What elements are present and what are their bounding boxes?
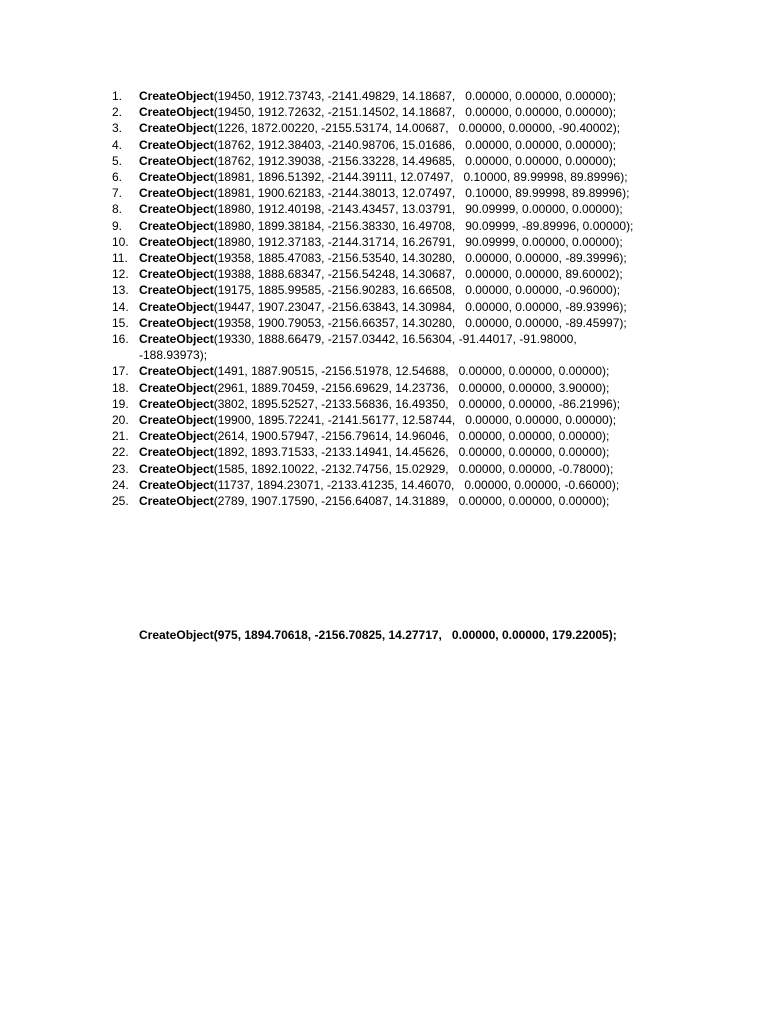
line-text [139,299,627,315]
line-args: (2614, 1900.57947, -2156.79614, 14.96046, 0.00000, 0.00000, 0.00000); [213,429,610,444]
code-line [112,234,712,250]
line-args: (19450, 1912.72632, -2151.14502, 14.18687, 0.00000, 0.00000, 0.00000); [213,105,617,120]
code-line-list [112,88,712,509]
line-text [139,153,616,169]
line-number: 11. [112,251,128,266]
line-number: 23. [112,461,129,476]
function-name: CreateObject [139,105,214,120]
line-args: (19447, 1907.23047, -2156.63843, 14.30984, 0.00000, 0.00000, -89.93996); [213,299,627,314]
code-line [112,201,712,217]
line-number: 22. [112,445,129,460]
line-text [139,234,623,250]
line-args: (1585, 1892.10022, -2132.74756, 15.02929, 0.00000, 0.00000, -0.78000); [213,461,614,476]
function-name: CreateObject [139,413,214,428]
function-name: CreateObject [139,202,214,217]
function-name: CreateObject [139,396,214,411]
function-name: CreateObject [139,364,214,379]
function-name: CreateObject [139,170,214,185]
line-number: 14. [112,299,129,314]
line-args: (3802, 1895.52527, -2133.56836, 16.49350, 0.00000, 0.00000, -86.21996); [213,396,621,411]
line-args: (18981, 1896.51392, -2144.39111, 12.07497, 0.10000, 89.99998, 89.89996); [213,170,628,185]
line-number: 25. [112,494,129,509]
function-name: CreateObject [139,477,214,492]
function-name: CreateObject [139,234,214,249]
line-args: (19900, 1895.72241, -2141.56177, 12.58744, 0.00000, 0.00000, 0.00000); [213,413,617,428]
function-name: CreateObject [139,332,214,347]
function-name: CreateObject [139,315,214,330]
line-text [139,412,616,428]
line-args: (2961, 1889.70459, -2156.69629, 14.23736, 0.00000, 0.00000, 3.90000); [213,380,610,395]
line-args: (18762, 1912.39038, -2156.33228, 14.49685, 0.00000, 0.00000, 0.00000); [213,153,617,168]
line-number: 8. [112,202,123,217]
code-line [112,282,712,298]
line-number: 15. [112,315,129,330]
code-line [112,137,712,153]
line-text [139,396,620,412]
line-args: (2789, 1907.17590, -2156.64087, 14.31889, 0.00000, 0.00000, 0.00000); [213,494,610,509]
line-text [139,137,616,153]
code-line [112,120,712,136]
line-number: 4. [112,137,123,152]
line-text [139,331,609,363]
code-line [112,363,712,379]
line-args: (18981, 1900.62183, -2144.38013, 12.07497, 0.10000, 89.99998, 89.89996); [213,186,630,201]
line-args: (19358, 1885.47083, -2156.53540, 14.30280, 0.00000, 0.00000, -89.39996); [213,251,627,266]
line-number: 2. [112,105,123,120]
line-text [139,461,613,477]
line-text [139,218,633,234]
line-text [139,428,609,444]
function-name: CreateObject [139,153,214,168]
line-text [139,250,627,266]
line-number: 17. [112,364,129,379]
code-line [112,266,712,282]
code-line [112,412,712,428]
code-line [112,396,712,412]
line-text [139,282,620,298]
function-name: CreateObject [139,89,214,103]
line-args: (18980, 1912.37183, -2144.31714, 16.26791, 90.09999, 0.00000, 0.00000); [213,234,623,249]
line-text [139,493,609,509]
line-number: 3. [112,121,123,136]
line-number: 10. [112,234,129,249]
code-line [112,218,712,234]
line-text [139,363,609,379]
code-line [112,315,712,331]
line-args: (19358, 1900.79053, -2156.66357, 14.30280, 0.00000, 0.00000, -89.45997); [213,315,627,330]
line-number: 7. [112,186,123,201]
line-text [139,201,623,217]
function-name: CreateObject [139,494,214,509]
line-args: (11737, 1894.23071, -2133.41235, 14.46070, 0.00000, 0.00000, -0.66000); [213,477,620,492]
function-name: CreateObject [139,380,214,395]
function-name: CreateObject [139,251,214,266]
line-text [139,380,609,396]
line-number: 16. [112,332,129,347]
line-number: 9. [112,218,123,233]
function-name: CreateObject [139,137,214,152]
code-line [112,250,712,266]
code-line [112,153,712,169]
line-number: 12. [112,267,129,282]
line-number: 6. [112,170,123,185]
line-text [139,444,609,460]
line-number: 18. [112,380,129,395]
function-name: CreateObject [139,267,214,282]
line-number: 24. [112,477,129,492]
line-args: (19388, 1888.68347, -2156.54248, 14.30687, 0.00000, 0.00000, 89.60002); [213,267,623,282]
code-line [112,477,712,493]
code-line [112,331,712,363]
code-line [112,428,712,444]
function-name: CreateObject [139,299,214,314]
function-name: CreateObject [139,445,214,460]
line-text [139,477,619,493]
function-name: CreateObject [139,283,214,298]
code-line [112,104,712,120]
code-line [112,185,712,201]
line-args: (1892, 1893.71533, -2133.14941, 14.45626, 0.00000, 0.00000, 0.00000); [213,445,610,460]
line-args: (18762, 1912.38403, -2140.98706, 15.01686, 0.00000, 0.00000, 0.00000); [213,137,617,152]
line-text [139,185,629,201]
code-line [112,444,712,460]
line-number: 5. [112,153,123,168]
line-args: (18980, 1912.40198, -2143.43457, 13.03791, 90.09999, 0.00000, 0.00000); [213,202,623,217]
function-name: CreateObject [139,461,214,476]
line-args: (18980, 1899.38184, -2156.38330, 16.49708, 90.09999, -89.89996, 0.00000); [213,218,634,233]
code-line [112,169,712,185]
code-line [112,299,712,315]
function-name: CreateObject [139,186,214,201]
line-number: 20. [112,413,129,428]
line-text [139,120,620,136]
line-args: (19330, 1888.66479, -2157.03442, 16.56304, -91.44017, -91.98000, -188.93973); [139,332,577,363]
line-text [139,315,627,331]
line-text [139,104,616,120]
code-line [112,380,712,396]
function-name: CreateObject [139,429,214,444]
line-text [139,169,628,185]
code-line [112,493,712,509]
function-name: CreateObject [139,121,214,136]
function-name: CreateObject [139,218,214,233]
line-args: (1491, 1887.90515, -2156.51978, 12.54688, 0.00000, 0.00000, 0.00000); [213,364,610,379]
code-line [112,461,712,477]
line-number: 21. [112,429,129,444]
line-number: 19. [112,396,129,411]
line-args: (1226, 1872.00220, -2155.53174, 14.00687, 0.00000, 0.00000, -90.40002); [213,121,621,136]
standalone-code-line: CreateObject(975, 1894.70618, -2156.70825, 14.27717, 0.00000, 0.00000, 179.22005); [139,628,617,642]
code-line [112,88,712,104]
line-number: 13. [112,283,129,298]
line-text [139,88,616,104]
line-text [139,266,623,282]
line-number: 1. [112,89,123,103]
line-args: (19175, 1885.99585, -2156.90283, 16.66508, 0.00000, 0.00000, -0.96000); [213,283,621,298]
line-args: (19450, 1912.73743, -2141.49829, 14.18687, 0.00000, 0.00000, 0.00000); [213,89,617,103]
